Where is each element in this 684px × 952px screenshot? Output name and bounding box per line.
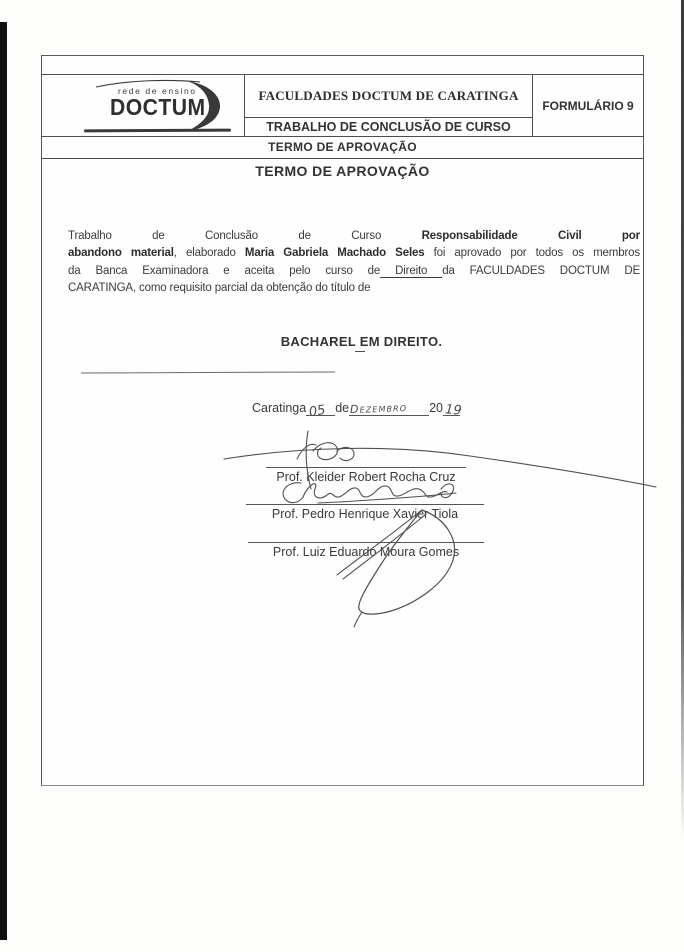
- blank-signature-line: [81, 371, 335, 373]
- degree-title: BACHAREL EM DIREITO.: [280, 334, 443, 349]
- frame-top-strip: [42, 56, 643, 75]
- body-line-4: CARATINGA, como requisito parcial da obtenção do título de: [68, 282, 371, 295]
- handwritten-month: Dezembro: [349, 401, 408, 416]
- date-month-blank: [349, 400, 429, 416]
- signer-name-3: Prof. Luiz Eduardo Moura Gomes: [272, 545, 460, 559]
- logo-tagline: rede de ensino: [118, 86, 197, 97]
- body-line3-pre: da Banca Examinadora e aceita pelo curso de: [68, 264, 381, 277]
- body-line-3: [68, 263, 640, 280]
- signer-name-2: Prof. Pedro Henrique Xavier Tiola: [271, 507, 459, 521]
- body-line3-course-name: Direito: [380, 264, 443, 277]
- body-line-1: [68, 228, 640, 245]
- body-paragraph: [68, 228, 640, 298]
- header-institution: FACULDADES DOCTUM DE CARATINGA: [245, 75, 532, 118]
- degree-underscore-mark: [355, 351, 365, 352]
- handwritten-day: 05: [308, 402, 327, 421]
- logo-swoosh-icon: [184, 80, 222, 132]
- signer-name-1: Prof. Kleider Robert Rocha Cruz: [276, 470, 456, 484]
- handwritten-year: 19: [444, 402, 463, 419]
- header-form-number: FORMULÁRIO 9: [542, 98, 634, 113]
- body-line1-bold: Responsabilidade Civil por: [421, 230, 640, 242]
- body-line-2: [68, 245, 640, 262]
- document-frame: [41, 55, 644, 786]
- header-middle-column: [245, 75, 533, 136]
- doctum-logo: [42, 75, 245, 136]
- body-line2-normal1: , elaborado: [173, 247, 245, 260]
- section-band: TERMO DE APROVAÇÃO: [42, 137, 643, 159]
- date-city: Caratinga: [252, 401, 307, 415]
- body-line3-post: da FACULDADES DOCTUM DE: [442, 264, 640, 277]
- logo-name: DOCTUM: [110, 94, 206, 121]
- date-line: [252, 398, 463, 421]
- page-title: TERMO DE APROVAÇÃO: [255, 163, 430, 179]
- header-table: [42, 75, 643, 137]
- date-day-blank: [306, 400, 335, 421]
- header-work-type: TRABALHO DE CONCLUSÃO DE CURSO: [266, 120, 511, 135]
- date-century: 20: [429, 401, 444, 415]
- body-line2-bold2: Maria Gabriela Machado Seles: [244, 247, 425, 260]
- body-line2-normal2: foi aprovado por todos os membros: [424, 247, 640, 260]
- date-year-blank: [443, 400, 463, 419]
- date-connector: de: [335, 401, 350, 415]
- signature-block-1: [266, 467, 466, 484]
- signature-block-2: [246, 504, 484, 521]
- signature-block-3: [248, 542, 484, 559]
- body-line2-bold1: abandono material: [68, 247, 174, 260]
- scan-edge-left: [0, 22, 7, 940]
- body-line1-normal: Trabalho de Conclusão de Curso: [68, 230, 422, 242]
